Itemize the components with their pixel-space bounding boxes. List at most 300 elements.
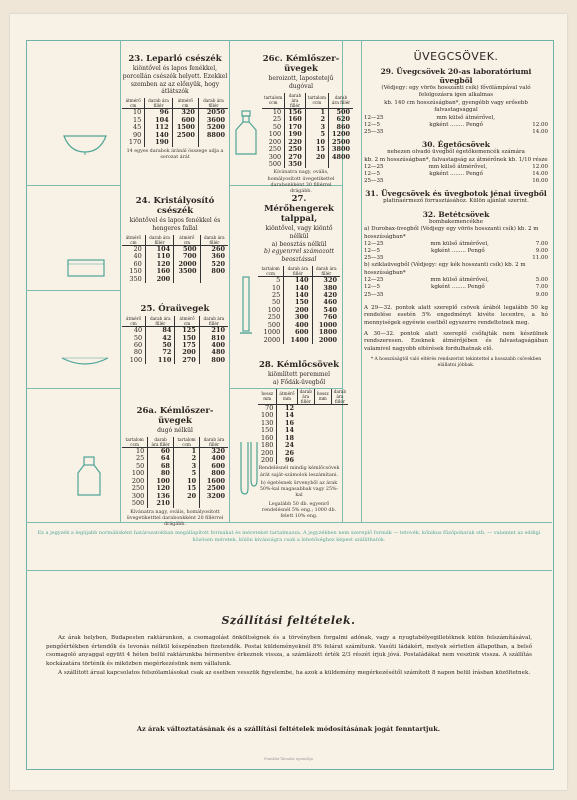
table-cell: 200 bbox=[268, 137, 282, 146]
price-cell: 25—35 bbox=[364, 128, 384, 135]
table-cell: 1200 bbox=[328, 131, 353, 138]
table-cell: 15 bbox=[305, 146, 328, 153]
column-header: átmérő mm bbox=[277, 389, 297, 405]
table-cell: 540 bbox=[312, 307, 340, 314]
section-24 bbox=[122, 196, 228, 283]
table-header-row bbox=[122, 98, 228, 109]
price-cell: 12—25 bbox=[364, 241, 384, 248]
table-cell: 20 bbox=[305, 154, 328, 161]
table-cell: 270 bbox=[175, 357, 199, 364]
table-row bbox=[122, 500, 228, 507]
column-header: tartalom ccm bbox=[258, 266, 284, 277]
table-cell: 110 bbox=[145, 253, 173, 260]
table-note: Rendelésnél mindig kémlőcsövek árát saját-számolok leszámítani. bbox=[258, 466, 340, 478]
table-cell: 5200 bbox=[198, 124, 228, 131]
table-cell: 72 bbox=[146, 349, 175, 356]
table-cell: 150 bbox=[129, 267, 142, 276]
price-cell: 12.00 bbox=[532, 121, 548, 128]
printer-imprint: Franklin-Társulat nyomdája bbox=[264, 757, 313, 761]
price-cell: 11.00 bbox=[532, 255, 548, 262]
column-header: tartalom ccm bbox=[305, 93, 328, 109]
table-cell: 860 bbox=[328, 124, 353, 131]
price-row bbox=[364, 178, 548, 185]
table-cell: 800 bbox=[200, 268, 228, 275]
table-cell: 20 bbox=[133, 244, 142, 253]
price-row bbox=[364, 248, 548, 255]
table-cell: 3 bbox=[173, 463, 199, 470]
price-table bbox=[122, 437, 228, 508]
section-25 bbox=[122, 304, 228, 364]
table-cell: 50 bbox=[136, 461, 145, 470]
table-cell: 140 bbox=[284, 285, 312, 292]
reagent-bottle-icon bbox=[74, 455, 104, 499]
section-description: nehezen olvadó üvegből égetőkemencék számára bbox=[387, 149, 525, 156]
table-cell: 400 bbox=[284, 322, 312, 329]
section-description: kb. 2 m hosszúságban*, falvastagság az átmérőnek kb. 1/10 része bbox=[364, 156, 548, 163]
section-28 bbox=[258, 360, 347, 520]
table-cell: 800 bbox=[200, 470, 228, 477]
table-cell: 96 bbox=[145, 109, 172, 117]
table-cell: 320 bbox=[172, 109, 198, 117]
price-cell: mm külső átmérővel, bbox=[428, 163, 488, 170]
table-header-row bbox=[122, 437, 228, 448]
section-title: 30. Égetőcsövek bbox=[422, 140, 490, 150]
price-cell: mm külső átmérővel, bbox=[430, 277, 489, 284]
table-cell: 5 bbox=[305, 131, 328, 138]
section-description: dugó nélkül bbox=[157, 427, 193, 434]
evaporating-dish-icon bbox=[60, 130, 110, 156]
section-description: kb. 140 cm hosszúságban*, gyengébb vagy erősebb falvastagsággal bbox=[384, 99, 528, 114]
table-row bbox=[258, 337, 340, 344]
table-cell: 800 bbox=[199, 357, 228, 364]
table-cell: 760 bbox=[312, 314, 340, 321]
table-cell: 200 bbox=[175, 349, 199, 356]
column-header: tartalom ccm bbox=[262, 93, 285, 109]
table-cell: 15 bbox=[173, 485, 199, 492]
table-cell: 3 bbox=[305, 124, 328, 131]
terms-paragraph: Az árak helyben, Budapesten raktárunkon, a csomagolást önköltségnek és a törvényben forgalmi adónak, vagy a nyugtabélyegilletéknek külön felszámításával, pengőértékben értendők és levonás nélkül készpénzben fizetendők. Postai küldeményeknél 8% felárat számítunk. Vasúti ládákért, melyek sértetlen állapotban, a belső csomagoló anyaggal együtt 4 héten belül raktárunkba bérmentve érkeznek vissza, a számlázott érték 2/3 részét írjuk jóvá. Postaládákat nem veszünk vissza. A szállítás kockázatára történik és miközben megérkezésünk nem vállalunk. bbox=[46, 635, 532, 667]
table-header-row bbox=[122, 235, 228, 246]
section-description: bombakemencékhe bbox=[429, 218, 483, 225]
table-cell: 200 bbox=[145, 276, 173, 283]
price-cell: 14.00 bbox=[532, 171, 548, 178]
table-cell: 460 bbox=[312, 299, 340, 306]
table-cell: 360 bbox=[200, 253, 228, 260]
section-title: 28. Kémlőcsövek bbox=[258, 360, 340, 370]
table-cell: 1400 bbox=[284, 337, 312, 344]
column-header: átmérő cm bbox=[175, 316, 199, 327]
column-header: átmérő cm bbox=[122, 235, 145, 246]
table-cell: 120 bbox=[145, 261, 173, 268]
table-cell: 10 bbox=[136, 446, 145, 455]
section-26a bbox=[122, 406, 228, 528]
table-cell: 200 bbox=[261, 448, 274, 457]
table-cell: 80 bbox=[133, 348, 143, 357]
table-cell: 480 bbox=[199, 349, 228, 356]
table-cell bbox=[172, 139, 198, 146]
table-cell: 160 bbox=[285, 116, 306, 123]
table-cell: 50 bbox=[146, 342, 175, 349]
price-table bbox=[258, 266, 340, 344]
section-description: a) beosztás nélkül bbox=[271, 240, 327, 248]
table-cell: 1 bbox=[173, 447, 199, 455]
table-cell: 5 bbox=[173, 470, 199, 477]
table-cell: 200 bbox=[131, 476, 145, 485]
table-cell: 150 bbox=[175, 335, 199, 342]
terms-body bbox=[46, 634, 532, 677]
table-cell: 600 bbox=[172, 117, 198, 124]
section-title: 25. Óraüvegek bbox=[140, 304, 210, 314]
section-title: 26c. Kémlőszer-üvegek bbox=[262, 54, 340, 74]
table-cell: 500 bbox=[174, 245, 200, 253]
table-cell: 210 bbox=[199, 327, 228, 335]
stoppered-bottle-icon bbox=[233, 110, 259, 158]
table-cell: 160 bbox=[261, 433, 274, 442]
table-cell: 300 bbox=[284, 314, 312, 321]
price-rows bbox=[364, 164, 548, 185]
column-header: hossz mm bbox=[314, 389, 331, 405]
column-header: átmérő cm bbox=[122, 98, 145, 109]
table-cell: 160 bbox=[145, 268, 173, 275]
table-cell: 400 bbox=[200, 455, 228, 462]
table-header-row bbox=[262, 93, 353, 109]
column-header: tartalom ccm bbox=[173, 437, 199, 448]
column-divider bbox=[361, 40, 362, 522]
table-cell: 90 bbox=[133, 130, 142, 139]
table-cell: 100 bbox=[148, 478, 174, 485]
price-table bbox=[122, 316, 228, 364]
section-description: beroizott, lapostetejű dugóval bbox=[268, 75, 334, 90]
table-cell: 500 bbox=[267, 320, 281, 329]
price-cell: kgként ........ Pengő bbox=[430, 284, 485, 291]
price-table bbox=[258, 389, 348, 465]
column-header: darab ára fillér bbox=[312, 266, 340, 277]
table-cell: 64 bbox=[148, 455, 174, 462]
price-cell: 25—35 bbox=[364, 255, 384, 262]
table-cell: 150 bbox=[261, 426, 274, 435]
table-note: Kívánatra nagy, ovális, homályosított üvegetiketttel darabonkként 20 fillérrel drágább. bbox=[126, 509, 224, 528]
table-cell: 68 bbox=[148, 463, 174, 470]
table-cell: 2000 bbox=[312, 337, 340, 344]
price-cell: kgként ........ Pengő bbox=[430, 248, 485, 255]
table-cell: 60 bbox=[133, 259, 142, 268]
column-header: darab ára fillér bbox=[145, 98, 172, 109]
table-cell: 10 bbox=[271, 283, 281, 292]
table-cell bbox=[198, 139, 228, 146]
column-header: darab ára fillér bbox=[148, 437, 174, 448]
price-table bbox=[122, 98, 228, 146]
table-cell: 140 bbox=[284, 292, 312, 299]
table-cell: 60 bbox=[148, 447, 174, 455]
table-cell: 2000 bbox=[174, 261, 200, 268]
price-cell: 9.00 bbox=[535, 248, 548, 255]
watch-glass-icon bbox=[60, 352, 110, 370]
table-cell: 26 bbox=[277, 450, 297, 457]
price-cell: 7.00 bbox=[535, 284, 548, 291]
price-row bbox=[364, 284, 548, 291]
column-header: hossz mm bbox=[258, 389, 277, 405]
table-cell bbox=[173, 500, 199, 507]
section-23 bbox=[122, 54, 228, 161]
table-cell: 150 bbox=[284, 299, 312, 306]
table-cell: 175 bbox=[175, 342, 199, 349]
table-cell: 136 bbox=[148, 493, 174, 500]
variation-note: A 30—32. pontok alatt szereplő csőfajták nem készülnek rendszeresen. Ezeknek átmérőjében és falvastagságában valamivel nagyobb eltérések fordulhatnak elő. bbox=[364, 331, 548, 352]
catalog-note: Ez a jegyzék a legújabb normálisként határozatokban megállapított formákat és méreteket tartalmazza. A jegyzékben nem szereplő formák — tetovék, kőnikus fűzőpoharak stb. — valamint az eddigi közösen méretek, külön kívánságra csak a lehetőséghez képest szállíthatók. bbox=[37, 530, 541, 543]
table-cell: 125 bbox=[175, 327, 199, 335]
price-cell: 12—5 bbox=[364, 248, 380, 255]
table-cell: 210 bbox=[148, 500, 174, 507]
price-cell: 12—5 bbox=[364, 284, 380, 291]
price-row bbox=[364, 122, 548, 129]
test-tube-icon bbox=[238, 440, 260, 496]
section-description: b) sziklaüvegből (Védjegy: egy kék hosszanti csík) kb. 2 m hosszúságban* bbox=[364, 262, 526, 276]
price-cell: 12—25 bbox=[364, 277, 384, 284]
table-cell: 250 bbox=[285, 146, 306, 153]
table-cell: 2050 bbox=[198, 109, 228, 117]
price-rows bbox=[364, 241, 548, 262]
table-cell: 620 bbox=[328, 116, 353, 123]
column-header: darab ára fillér bbox=[199, 316, 228, 327]
price-cell: mm külső átmérővel, bbox=[430, 241, 489, 248]
table-cell: 10 bbox=[305, 139, 328, 146]
column-header: átmérő cm bbox=[122, 316, 146, 327]
table-cell: 600 bbox=[200, 463, 228, 470]
table-cell: 140 bbox=[284, 277, 312, 285]
table-cell: 45 bbox=[133, 123, 142, 132]
section-description: kiöntővel és lapos fenékkel és hengeres fallal bbox=[129, 217, 221, 232]
section-title: 32. Betétcsövek bbox=[422, 209, 490, 219]
table-cell: 15 bbox=[133, 115, 142, 124]
table-cell: 84 bbox=[146, 327, 175, 335]
table-cell: 250 bbox=[268, 145, 282, 154]
column-header: tartalom ccm bbox=[122, 437, 148, 448]
table-cell: 700 bbox=[174, 253, 200, 260]
section-title: 27. Mérőhengerek talppal, bbox=[264, 194, 334, 224]
table-cell: 180 bbox=[261, 441, 274, 450]
column-divider bbox=[120, 40, 121, 522]
table-cell: 70 bbox=[265, 403, 274, 412]
table-cell: 2 bbox=[305, 116, 328, 123]
table-cell: 2500 bbox=[200, 485, 228, 492]
table-cell: 300 bbox=[131, 491, 145, 500]
row-divider bbox=[26, 185, 120, 186]
table-cell: 100 bbox=[267, 305, 281, 314]
table-cell: 20 bbox=[173, 493, 199, 500]
table-note: 14 egyes darabok áránál összege adja a sorozat árát bbox=[126, 148, 224, 160]
table-cell: 60 bbox=[133, 341, 143, 349]
column-header: darab ára fillér bbox=[328, 93, 353, 109]
table-cell: 10 bbox=[133, 108, 142, 117]
column-header: darab ára fillér bbox=[331, 389, 348, 405]
table-header-row bbox=[122, 316, 228, 327]
table-cell bbox=[200, 500, 228, 507]
table-cell: 1600 bbox=[200, 478, 228, 485]
table-row bbox=[122, 276, 228, 283]
price-cell: 5.00 bbox=[535, 277, 548, 284]
table-cell bbox=[328, 161, 353, 168]
table-cell: 270 bbox=[285, 154, 306, 161]
table-cell: 25 bbox=[136, 454, 145, 463]
price-table bbox=[262, 93, 353, 169]
table-row bbox=[122, 139, 228, 146]
price-cell: 12.00 bbox=[532, 163, 548, 170]
table-cell: 1500 bbox=[172, 124, 198, 131]
section-title: 24. Kristályosító csészék bbox=[135, 196, 215, 216]
section-title: 26a. Kémlőszer-üvegek bbox=[136, 406, 214, 426]
table-cell: 100 bbox=[129, 355, 143, 364]
table-cell: 260 bbox=[200, 245, 228, 253]
table-cell: 1000 bbox=[263, 328, 281, 337]
table-cell: 250 bbox=[267, 313, 281, 322]
price-cell: 25—35 bbox=[364, 291, 384, 298]
table-cell: 3500 bbox=[174, 268, 200, 275]
terms-paragraph: A szállított árual kapcsolatos felszólamlásokat csak az esetben vesszük figyelembe, ha azok a küldemény megérkezésétől számított 8 napon belül írásban közöltetnek. bbox=[58, 669, 531, 676]
price-row bbox=[364, 129, 548, 136]
table-cell: 500 bbox=[268, 159, 282, 168]
column-header: darab ára fillér bbox=[297, 389, 314, 405]
table-row bbox=[258, 457, 348, 464]
table-cell: 350 bbox=[285, 161, 306, 168]
table-cell: 120 bbox=[148, 485, 174, 492]
table-cell: 400 bbox=[199, 342, 228, 349]
price-cell: 12—5 bbox=[364, 121, 380, 128]
column-title: ÜVEGCSÖVEK. bbox=[413, 50, 499, 63]
table-cell: 50 bbox=[271, 298, 281, 307]
table-cell: 380 bbox=[312, 285, 340, 292]
table-cell: 3200 bbox=[200, 493, 228, 500]
table-cell: 40 bbox=[133, 326, 143, 335]
table-cell: 50 bbox=[272, 122, 282, 131]
table-cell: 220 bbox=[285, 139, 306, 146]
table-cell: 600 bbox=[284, 329, 312, 336]
table-cell: 130 bbox=[261, 418, 274, 427]
price-cell: 12—5 bbox=[364, 171, 380, 178]
table-cell: 2500 bbox=[172, 132, 198, 139]
price-cell: 16.00 bbox=[532, 178, 548, 185]
table-cell: 110 bbox=[146, 357, 175, 364]
section-description: kiöntővel, vagy kiöntő nélkül bbox=[265, 225, 333, 240]
column-header: darab ára fillér bbox=[146, 316, 175, 327]
column-header: darab ára fillér bbox=[200, 235, 228, 246]
table-cell: 25 bbox=[272, 115, 282, 124]
table-cell: 100 bbox=[268, 130, 282, 139]
price-cell: 7.00 bbox=[535, 241, 548, 248]
section-description: b) egyenrrel számozott beosztással bbox=[263, 248, 335, 264]
table-cell: 50 bbox=[133, 333, 143, 342]
price-cell: 14.00 bbox=[532, 128, 548, 135]
price-cell: 9.00 bbox=[535, 291, 548, 298]
footnote: * A hosszúságtól való eltérés rendszerint tekintettel a hosszabb csövekben elállatni jóbbak. bbox=[370, 357, 542, 369]
price-cell: 12—25 bbox=[364, 163, 384, 170]
price-cell: 12—25 bbox=[364, 114, 384, 121]
table-note: Kívánatra nagy, ovális, homályosított üvegetikettel darabonkként 30 fillérrel drágább. bbox=[267, 170, 335, 195]
table-note: b) égetésnek ürvenyből az árak 50%-kal magasabbak vagy 25%-kal bbox=[259, 480, 339, 499]
price-rows bbox=[364, 277, 548, 298]
row-divider bbox=[26, 388, 120, 389]
column-header: átmérő cm bbox=[172, 98, 198, 109]
section-27 bbox=[258, 194, 340, 344]
table-cell: 810 bbox=[199, 335, 228, 342]
section-description: (Védjegy: egy vörös hosszanti csík) fővölámpával való felolgozásra igen alkalmas bbox=[381, 85, 531, 99]
section-divider bbox=[26, 522, 552, 523]
table-cell: 104 bbox=[145, 117, 172, 124]
column-header: darab ára fillér bbox=[198, 98, 228, 109]
table-cell: 112 bbox=[145, 124, 172, 131]
price-rows bbox=[364, 115, 548, 136]
table-cell: 104 bbox=[145, 245, 173, 253]
glass-tubes-column bbox=[364, 50, 548, 369]
discount-note: A 29—32. pontok alatt szereplő csövek árából legalább 50 kg rendelése esetén 5% engedményt kivéte lecentre, a hó mennyiségek egyéwie esetből egyszerre rendeltetnek meg. bbox=[364, 304, 548, 326]
table-cell: 520 bbox=[200, 261, 228, 268]
table-cell: 24 bbox=[277, 442, 297, 449]
table-cell: 170 bbox=[285, 124, 306, 131]
terms-title: Szállítási feltételek. bbox=[221, 614, 356, 627]
table-cell: 2500 bbox=[328, 139, 353, 146]
table-cell: 40 bbox=[133, 252, 142, 261]
table-cell bbox=[174, 276, 200, 283]
price-row bbox=[364, 292, 548, 299]
table-cell: 14 bbox=[277, 427, 297, 434]
price-table bbox=[122, 235, 228, 283]
table-cell: 1000 bbox=[312, 322, 340, 329]
table-cell: 156 bbox=[285, 108, 306, 116]
table-cell: 420 bbox=[312, 292, 340, 299]
section-description: a) Durobax-üvegből (Védjegy egy vörös hosszanti csík) kb. 2 m hosszúságban* bbox=[364, 226, 539, 240]
column-header: darab ára fillér bbox=[200, 437, 228, 448]
column-header: darab ára fillér bbox=[285, 93, 306, 109]
table-cell: 100 bbox=[131, 469, 145, 478]
table-cell: 500 bbox=[328, 108, 353, 116]
column-header: darab ára fillér bbox=[284, 266, 312, 277]
table-cell: 18 bbox=[277, 435, 297, 442]
table-cell: 350 bbox=[129, 274, 142, 283]
table-cell: 3600 bbox=[198, 117, 228, 124]
section-divider bbox=[26, 570, 552, 571]
price-cell: mm külső átmérővel, bbox=[436, 114, 495, 121]
row-divider bbox=[26, 290, 120, 291]
crystallizing-dish-icon bbox=[64, 254, 108, 280]
section-description: a) Fődák-üvegből bbox=[272, 378, 326, 386]
section-description: platinaérmező forrasztásához. Külön ajánlat szerint. bbox=[383, 198, 529, 205]
section-title: 31. Üvegcsövek és üvegbotok jénai üvegből bbox=[365, 189, 547, 199]
table-cell: 1 bbox=[305, 108, 328, 116]
table-cell: 96 bbox=[277, 457, 297, 464]
table-header-row bbox=[258, 266, 340, 277]
table-cell: 2 bbox=[173, 455, 199, 462]
table-cell: 500 bbox=[131, 499, 145, 508]
section-description: kiöntővel és lapos fenékkel, porcellán csészék helyett. Ezekkel szemben az az előnyük, hogy átlátszók bbox=[122, 65, 228, 96]
price-row bbox=[364, 115, 548, 122]
table-cell: 2000 bbox=[263, 335, 281, 344]
table-cell: 14 bbox=[277, 412, 297, 419]
table-cell: 320 bbox=[200, 447, 228, 455]
table-cell: 200 bbox=[284, 307, 312, 314]
section-title: 23. Leparló csészék bbox=[128, 54, 222, 64]
table-note: Legalább 50 db. egyenrő rendelésnél 5% eng.; 1000 db. felett 10% eng. bbox=[261, 501, 337, 520]
table-cell bbox=[200, 276, 228, 283]
table-cell: 250 bbox=[131, 484, 145, 493]
price-cell: 25—35 bbox=[364, 178, 384, 185]
section-title: 29. Üvegcsövek 20-as laboratóriumi üvegből bbox=[380, 67, 532, 85]
column-header: átmérő cm bbox=[174, 235, 200, 246]
table-cell: 300 bbox=[268, 152, 282, 161]
table-cell: 170 bbox=[128, 138, 142, 147]
table-cell: 3800 bbox=[328, 146, 353, 153]
table-cell: 190 bbox=[285, 131, 306, 138]
section-description: kiömlített peremmel bbox=[267, 371, 331, 378]
table-cell: 190 bbox=[145, 139, 172, 146]
